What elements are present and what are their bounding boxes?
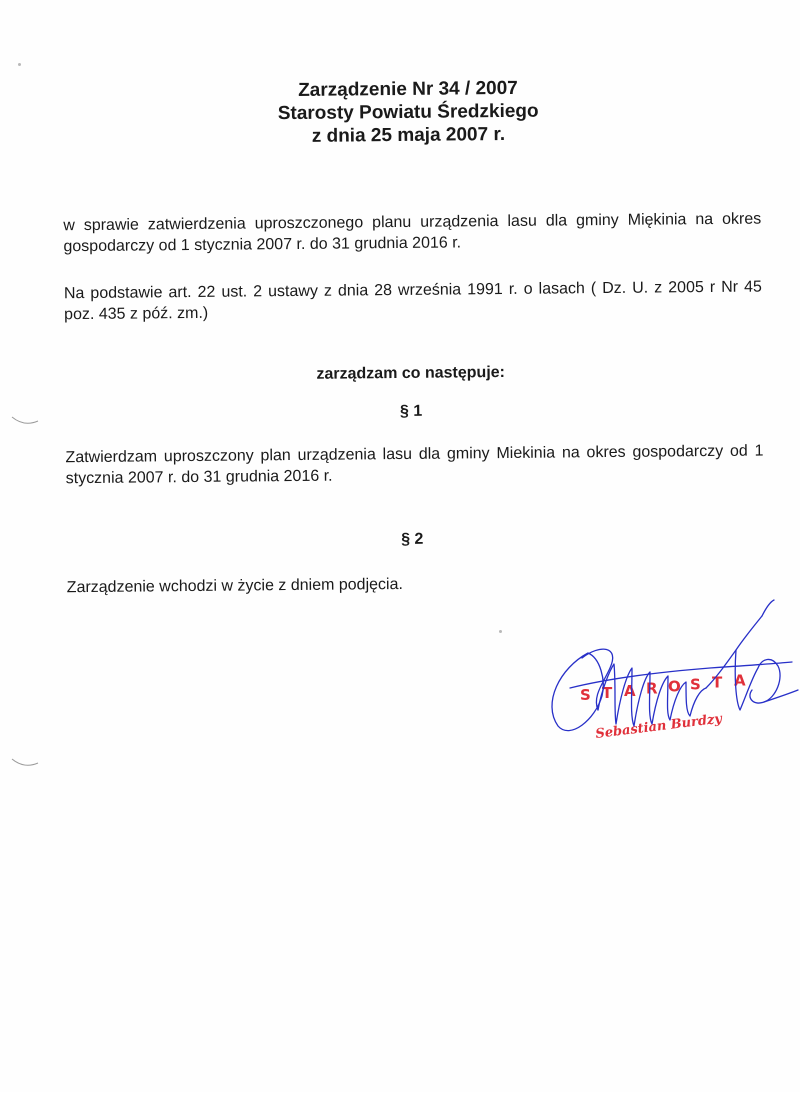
- section-2-text: Zarządzenie wchodzi w życie z dniem podjęcia.: [66, 575, 403, 597]
- stamp-letter: T: [712, 673, 723, 692]
- stamp-letter: S: [580, 686, 591, 704]
- title-line-2: Starosty Powiatu Średzkiego: [277, 100, 539, 125]
- legal-basis-paragraph: Na podstawie art. 22 ust. 2 ustawy z dnia 28 września 1991 r. o lasach ( Dz. U. z 2005 r Nr 45 poz. 435 z póź. zm.): [63, 278, 762, 324]
- stamp-name: Sebastian Burdzy: [594, 711, 723, 742]
- stamp-letter: A: [624, 681, 636, 700]
- section-2-heading: § 2: [401, 530, 424, 548]
- title-line-3: z dnia 25 maja 2007 r.: [311, 123, 506, 147]
- stamp-letter: T: [602, 683, 613, 702]
- subject-paragraph: w sprawie zatwierdzenia uproszczonego planu urządzenia lasu dla gminy Miękinia na okres gospodarczy od 1 stycznia 2007 r. do 31 grudnia 2016 r.: [63, 210, 762, 256]
- section-1-heading: § 1: [399, 402, 423, 421]
- stamp-letter: R: [646, 679, 658, 698]
- handwritten-signature: [552, 600, 798, 731]
- starosta-stamp: [580, 671, 746, 704]
- stamp-letter: O: [668, 677, 681, 696]
- stamp-letter: A: [734, 671, 746, 690]
- section-1-text: Zatwierdzam uproszczony plan urządzenia lasu dla gminy Miekinia na okres gospodarczy od 1 stycznia 2007 r. do 31 grudnia 2016 r.: [65, 442, 764, 488]
- title-line-1: Zarządzenie Nr 34 / 2007: [298, 77, 518, 101]
- document-title: [148, 75, 669, 149]
- intro-heading: zarządzam co następuje:: [316, 363, 506, 383]
- signature-and-stamp: [540, 598, 800, 748]
- stamp-letter: S: [690, 675, 701, 694]
- signature-graphic: [540, 598, 800, 748]
